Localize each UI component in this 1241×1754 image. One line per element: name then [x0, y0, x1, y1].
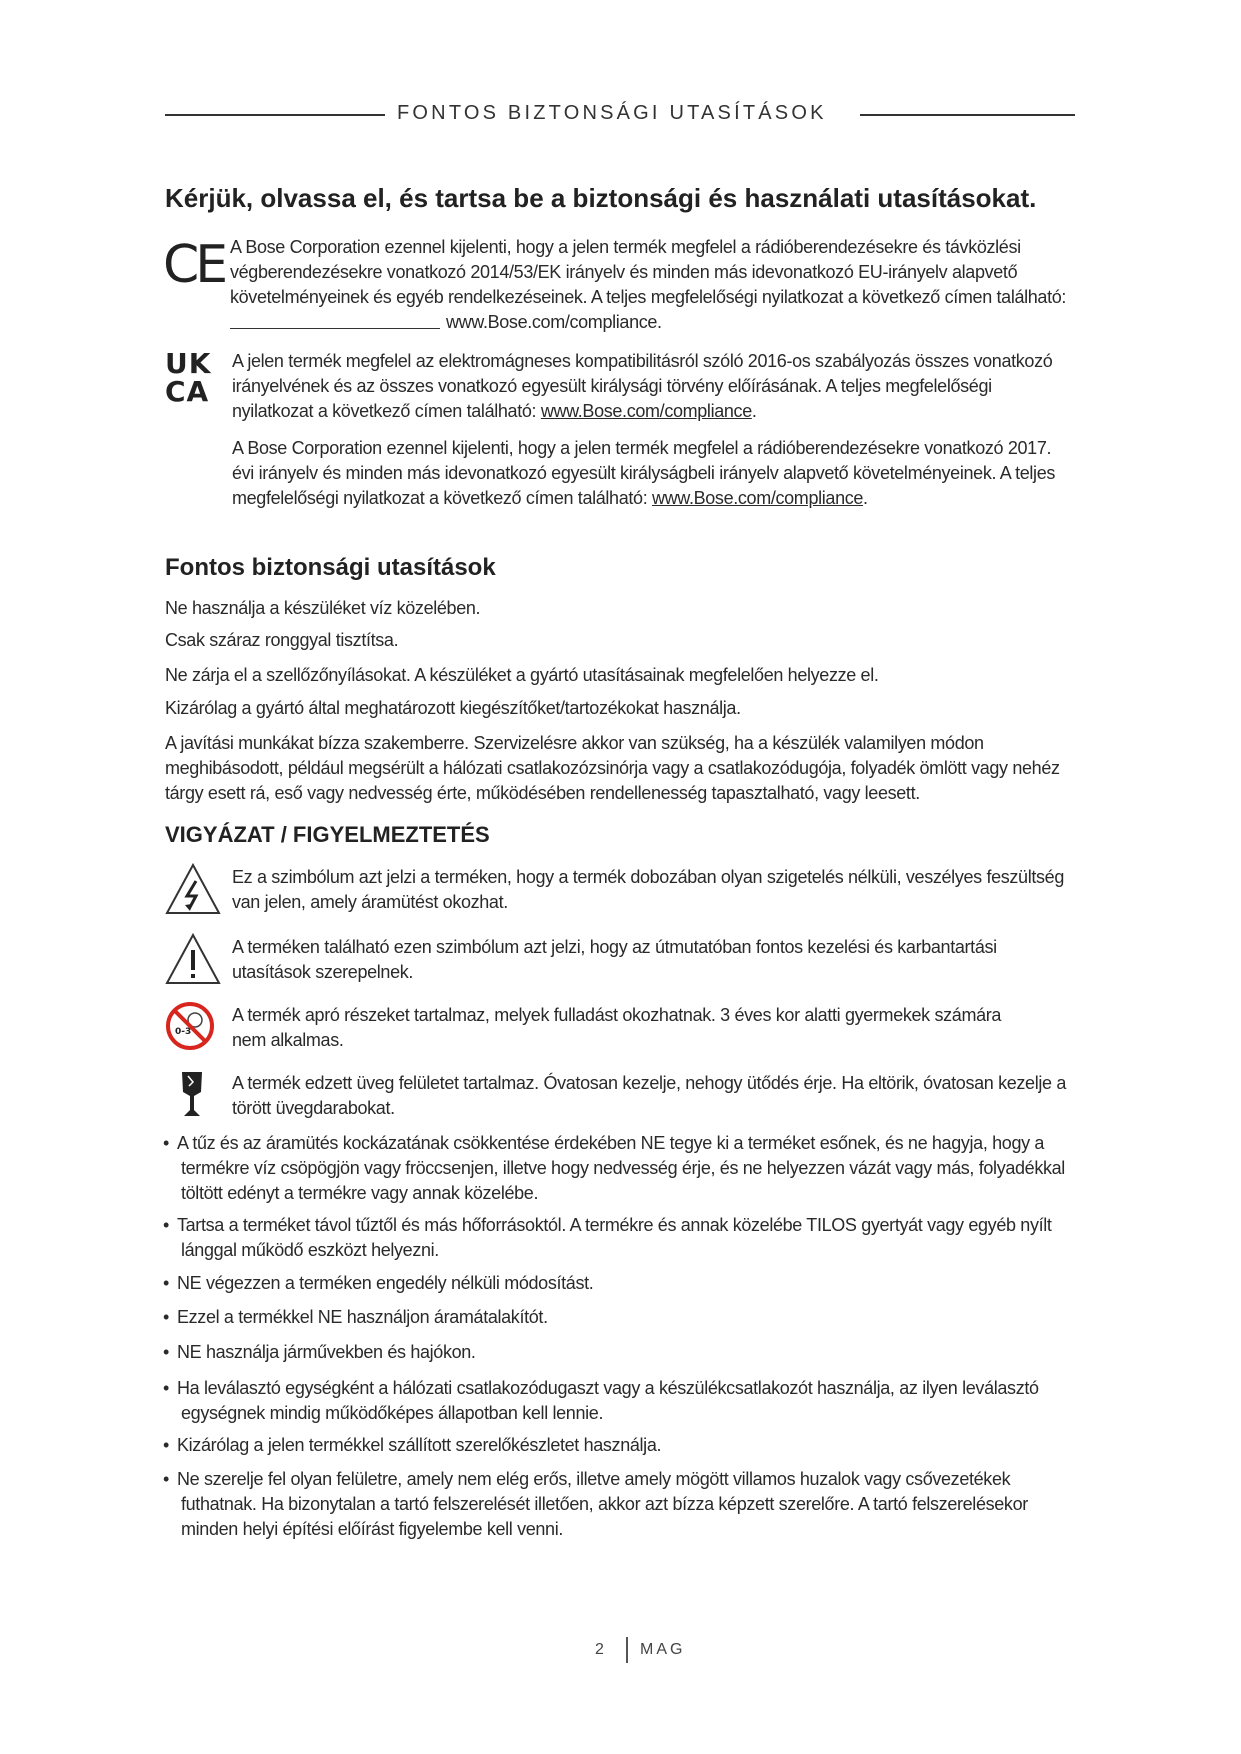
spacer — [232, 424, 1092, 436]
compliance-link[interactable]: www.Bose.com/compliance — [652, 488, 864, 508]
bullet-item — [163, 1433, 1083, 1458]
ukca-p1-suffix: . — [751, 401, 757, 421]
bullet-line: NE használja járművekben és hajókon. — [177, 1342, 476, 1362]
high-voltage-icon — [165, 863, 221, 915]
bullet-line: minden helyi építési előírást figyelembe kell venni. — [181, 1519, 564, 1539]
bullet-line: Tartsa a terméket távol tűztől és más hőforrásoktól. A termékre és annak közelébe TILOS gyertyát vagy egyéb nyílt — [177, 1215, 1052, 1235]
page-footer — [0, 1637, 1241, 1667]
warning-heading: VIGYÁZAT / FIGYELMEZTETÉS — [165, 822, 490, 847]
ce-line: A Bose Corporation ezennel kijelenti, hogy a jelen termék megfelel a rádióberendezésekre és távközlési — [230, 237, 1021, 257]
warning-line: utasítások szerepelnek. — [232, 962, 414, 982]
bullet-dot: • — [163, 1215, 169, 1235]
ukca-p2-prefix: megfelelőségi nyilatkozat a következő címen található: — [232, 488, 652, 508]
bullet-item — [163, 1271, 1083, 1296]
ukca-p1-last — [232, 399, 1092, 424]
ukca-mark-line2: CA — [165, 375, 210, 408]
bullet-line: Ezzel a termékkel NE használjon áramátalakítót. — [177, 1307, 548, 1327]
ce-url: www.Bose.com/compliance. — [446, 312, 662, 332]
warning-line: van jelen, amely áramütést okozhat. — [232, 892, 508, 912]
small-parts-icon — [165, 1001, 215, 1051]
bullet-item — [163, 1305, 1083, 1330]
header-title: FONTOS BIZTONSÁGI UTASÍTÁSOK — [397, 102, 827, 124]
ukca-p1-prefix: nyilatkozat a következő címen található: — [232, 401, 541, 421]
safety-item: Csak száraz ronggyal tisztítsa. — [165, 630, 399, 650]
bullet-text — [163, 1305, 1083, 1330]
bullet-text — [163, 1433, 1083, 1458]
ukca-p2-line: évi irányelv és minden más idevonatkozó egyesült királyságbeli irányelv alapvető követelményeinek. A teljes — [232, 463, 1056, 483]
bullet-item — [163, 1376, 1083, 1426]
bullet-line: futhatnak. Ha bizonytalan a tartó felszerelését illetően, akkor azt bízza képzett szerelőre. A tartó felszerelésekor — [181, 1494, 1028, 1514]
bullet-item — [163, 1340, 1083, 1365]
main-heading: Kérjük, olvassa el, és tartsa be a biztonsági és használati utasításokat. — [165, 183, 1037, 213]
safety-item: Ne zárja el a szellőzőnyílásokat. A készüléket a gyártó utasításainak megfelelően helyezze el. — [165, 665, 879, 685]
ukca-declaration — [232, 349, 1092, 511]
safety-service-line: tárgy esett rá, eső vagy nedvesség érte, működésében rendellenesség tapasztalható, vagy leesett. — [165, 783, 920, 803]
warning-line: A terméken található ezen szimbólum azt jelzi, hogy az útmutatóban fontos kezelési és karbantartási — [232, 937, 997, 957]
bullet-line: A tűz és az áramütés kockázatának csökkentése érdekében NE tegye ki a terméket esőnek, és ne hagyja, hogy a — [177, 1133, 1045, 1153]
safety-service-line: A javítási munkákat bízza szakemberre. Szervizelésre akkor van szükség, ha a készülék valamilyen módon — [165, 733, 984, 753]
bullet-line: Kizárólag a jelen termékkel szállított szerelőkészletet használja. — [177, 1435, 662, 1455]
glass-warning-text — [232, 1071, 1102, 1121]
bullet-text — [163, 1213, 1083, 1263]
bullet-dot: • — [163, 1378, 169, 1398]
bullet-dot: • — [163, 1469, 169, 1489]
ukca-p2-last — [232, 486, 1092, 511]
header-rule-left — [165, 114, 385, 116]
small-parts-age-label: 0-3 — [175, 1027, 192, 1037]
bullet-line: termékre víz csöpögjön vagy fröccsenjen, illetve hogy nedvesség érje, és ne helyezzen vázát vagy más, folyadékkal — [181, 1158, 1065, 1178]
safety-item: Kizárólag a gyártó által meghatározott kiegészítőket/tartozékokat használja. — [165, 698, 741, 718]
ukca-mark-icon — [165, 347, 219, 408]
ukca-mark-line1: UK — [165, 347, 212, 380]
bullet-dot: • — [163, 1307, 169, 1327]
warning-line: A termék apró részeket tartalmaz, melyek fulladást okozhatnak. 3 éves kor alatti gyermekek számára — [232, 1005, 1002, 1025]
small-parts-text — [232, 1003, 1092, 1053]
page-header — [165, 100, 1075, 130]
broken-glass-icon — [180, 1070, 204, 1120]
bullet-dot: • — [163, 1435, 169, 1455]
bullet-dot: • — [163, 1342, 169, 1362]
warning-line: Ez a szimbólum azt jelzi a terméken, hogy a termék dobozában olyan szigetelés nélküli, veszélyes feszültség — [232, 867, 1064, 887]
bullet-line: lánggal működő eszközt helyezni. — [181, 1240, 439, 1260]
ukca-p1-line: A jelen termék megfelel az elektromágneses kompatibilitásról szóló 2016-os szabályozás összes vonatkozó — [232, 351, 1053, 371]
bullet-line: töltött edényt a termékre vagy annak közelébe. — [181, 1183, 539, 1203]
warning-line: nem alkalmas. — [232, 1030, 344, 1050]
bullet-text — [163, 1271, 1083, 1296]
bullet-line: Ne szerelje fel olyan felületre, amely nem elég erős, illetve amely mögött villamos huzalok vagy csővezetékek — [177, 1469, 1011, 1489]
language-code: MAG — [640, 1641, 686, 1658]
bullet-text — [163, 1376, 1083, 1426]
blank-line — [230, 310, 440, 329]
safety-item: Ne használja a készüléket víz közelében. — [165, 598, 481, 618]
bullet-dot: • — [163, 1273, 169, 1293]
ukca-p1-line: irányelvének és az összes vonatkozó egyesült királysági törvény előírásának. A teljes megfelelőségi — [232, 376, 992, 396]
ukca-p2-suffix: . — [863, 488, 868, 508]
safety-service-line: meghibásodott, például megsérült a hálózati csatlakozózsinórja vagy a csatlakozódugója, folyadék ömlött vagy nehéz — [165, 758, 1060, 778]
bullet-item — [163, 1131, 1083, 1206]
ce-mark-icon: CE — [163, 235, 225, 295]
bullet-text — [163, 1467, 1083, 1542]
voltage-warning-text — [232, 865, 1092, 915]
footer-separator — [626, 1637, 628, 1663]
bullet-item — [163, 1213, 1083, 1263]
bullet-line: NE végezzen a terméken engedély nélküli módosítást. — [177, 1273, 594, 1293]
bullet-line: Ha leválasztó egységként a hálózati csatlakozódugaszt vagy a készülékcsatlakozót használja, az ilyen leválasztó — [177, 1378, 1039, 1398]
header-rule-right — [860, 114, 1075, 116]
safety-heading: Fontos biztonsági utasítások — [165, 554, 496, 581]
ukca-p2-line: A Bose Corporation ezennel kijelenti, hogy a jelen termék megfelel a rádióberendezésekre vonatkozó 2017. — [232, 438, 1052, 458]
warning-line: törött üvegdarabokat. — [232, 1098, 395, 1118]
bullet-text — [163, 1340, 1083, 1365]
ce-url-line — [230, 310, 1090, 335]
compliance-link[interactable]: www.Bose.com/compliance — [540, 401, 752, 421]
exclamation-warning-icon — [165, 933, 221, 985]
bullet-text — [163, 1131, 1083, 1206]
safety-instructions — [165, 596, 1085, 806]
ce-line: követelményeinek és egyéb rendelkezéseinek. A teljes megfelelőségi nyilatkozat a következő címen található: — [230, 287, 1067, 307]
bullet-line: egységnek mindig működőképes állapotban kell lennie. — [181, 1403, 604, 1423]
ce-line: végberendezésekre vonatkozó 2014/53/EK irányelv és minden más idevonatkozó EU-irányelv alapvető — [230, 262, 1018, 282]
bullet-dot: • — [163, 1133, 169, 1153]
bullet-item — [163, 1467, 1083, 1542]
ce-declaration — [230, 235, 1090, 335]
warning-line: A termék edzett üveg felületet tartalmaz. Óvatosan kezelje, nehogy ütődés érje. Ha eltörik, óvatosan kezelje a — [232, 1073, 1066, 1093]
manual-warning-text — [232, 935, 1092, 985]
page-number: 2 — [595, 1641, 604, 1658]
